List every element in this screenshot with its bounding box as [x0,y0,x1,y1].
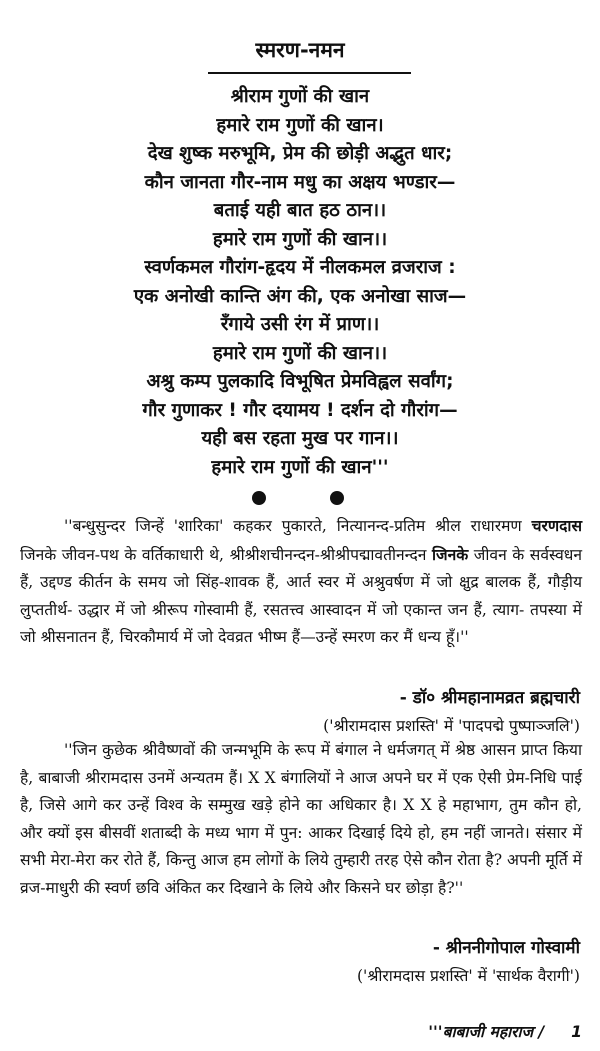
page-footer [0,1020,582,1042]
poem-line: हमारे राम गुणों की खान।। [212,228,388,250]
poem-line: हमारे राम गुणों की खान। [216,114,384,136]
quote-paragraph-2: ''जिन कुछेक श्रीवैष्णवों की जन्मभूमि के रूप में बंगाल ने धर्मजगत् में श्रेष्ठ आसन प्राप्त किया है, बाबाजी श्रीरामदास उनमें अन्यतम हैं। X X बंगालियों ने आज अपने घर में एक ऐसी प्रेम-निधि पाई है, जिसे आगे कर उन्हें विश्व के सम्मुख खड़े होने का अधिकार है। X X हे महाभाग, तुम कौन हो, और क्यों इस बीसवीं शताब्दी के मध्य भाग में पुन: आकर दिखाई दिये हो, हम नहीं जानते। संसार में सभी मेरा-मेरा कर रोते हैं, किन्तु आज हम लोगों के लिये तुम्हारी तरह ऐसे कौन रोता है? अपनी मूर्ति में व्रज-माधुरी की स्वर्ण छवि अंकित कर दिखाने के लिये और किसने घर छोड़ा है?'' [20,741,582,897]
poem-line: हमारे राम गुणों की खान।। [212,342,388,364]
poem [0,83,600,482]
quote-source-1: ('श्रीरामदास प्रशस्ति' में 'पादपद्मे पुष्पाञ्जलि') [323,717,580,735]
poem-line: बताई यही बात हठ ठान।। [213,200,387,221]
poem-line: एक अनोखी कान्ति अंग की, एक अनोखा साज— [133,285,467,307]
section-divider [0,491,600,505]
quote-text: ''बन्धुसुन्दर जिन्हें 'शारिका' कहकर पुकारते, नित्यानन्द-प्रतिम श्रील राधारमण [64,517,532,535]
poem-line: हमारे राम गुणों की खान''' [211,456,389,478]
quote-attribution-2: - श्रीननीगोपाल गोस्वामी [432,938,580,958]
running-title: '''बाबाजी महाराज / [428,1023,545,1041]
quote-text: जिनके जीवन-पथ के वर्तिकाधारी थे, श्रीश्रीशचीनन्दन-श्रीश्रीपद्मावतीनन्दन [20,545,432,564]
poem-line: अश्रु कम्प पुलकादि विभूषित प्रेमविह्वल सर्वांग; [146,371,454,392]
quote-attribution-1: - डॉ० श्रीमहानामव्रत ब्रह्मचारी [399,688,580,708]
poem-line: स्वर्णकमल गौरांग-हृदय में नीलकमल व्रजराज : [144,257,456,278]
page-number: 1 [571,1023,582,1041]
bullet-dot [252,491,266,505]
chapter-title: स्मरण-नमन [255,38,345,62]
quote-source-2: ('श्रीरामदास प्रशस्ति' में 'सार्थक वैरागी') [356,967,580,985]
quote-bold-text: चरणदास [531,516,582,535]
poem-line: देख शुष्क मरुभूमि, प्रेम की छोड़ी अद्भुत धार; [147,143,453,164]
poem-line: यही बस रहता मुख पर गान।। [201,428,399,449]
quote-paragraph-1 [20,512,582,652]
quote-text: जीवन के सर्वस्वधन हैं, उद्दण्ड कीर्तन के समय जो सिंह-शावक हैं, आर्त स्वर में अश्रुवर्षण में जो क्षुद्र बालक हैं, गौड़ीय लुप्ततीर्थ- उद्धार में जो श्रीरूप गोस्वामी हैं, रसतत्त्व आस्वादन में जो एकान्त जन हैं, त्याग- तपस्या में जो श्रीसनातन हैं, चिरकौमार्य में जो देवव्रत भीष्म हैं—उन्हें स्मरण कर मैं धन्य हूँ।'' [20,545,582,647]
poem-line: गौर गुणाकर ! गौर दयामय ! दर्शन दो गौरांग— [142,399,458,421]
quote-bold-text: जिनके [431,544,469,564]
title-underline [208,72,411,74]
bullet-dot [330,491,344,505]
poem-line: श्रीराम गुणों की खान [230,86,370,107]
poem-line: कौन जानता गौर-नाम मधु का अक्षय भण्डार— [144,171,456,193]
poem-line: रँगाये उसी रंग में प्राण।। [220,314,380,335]
